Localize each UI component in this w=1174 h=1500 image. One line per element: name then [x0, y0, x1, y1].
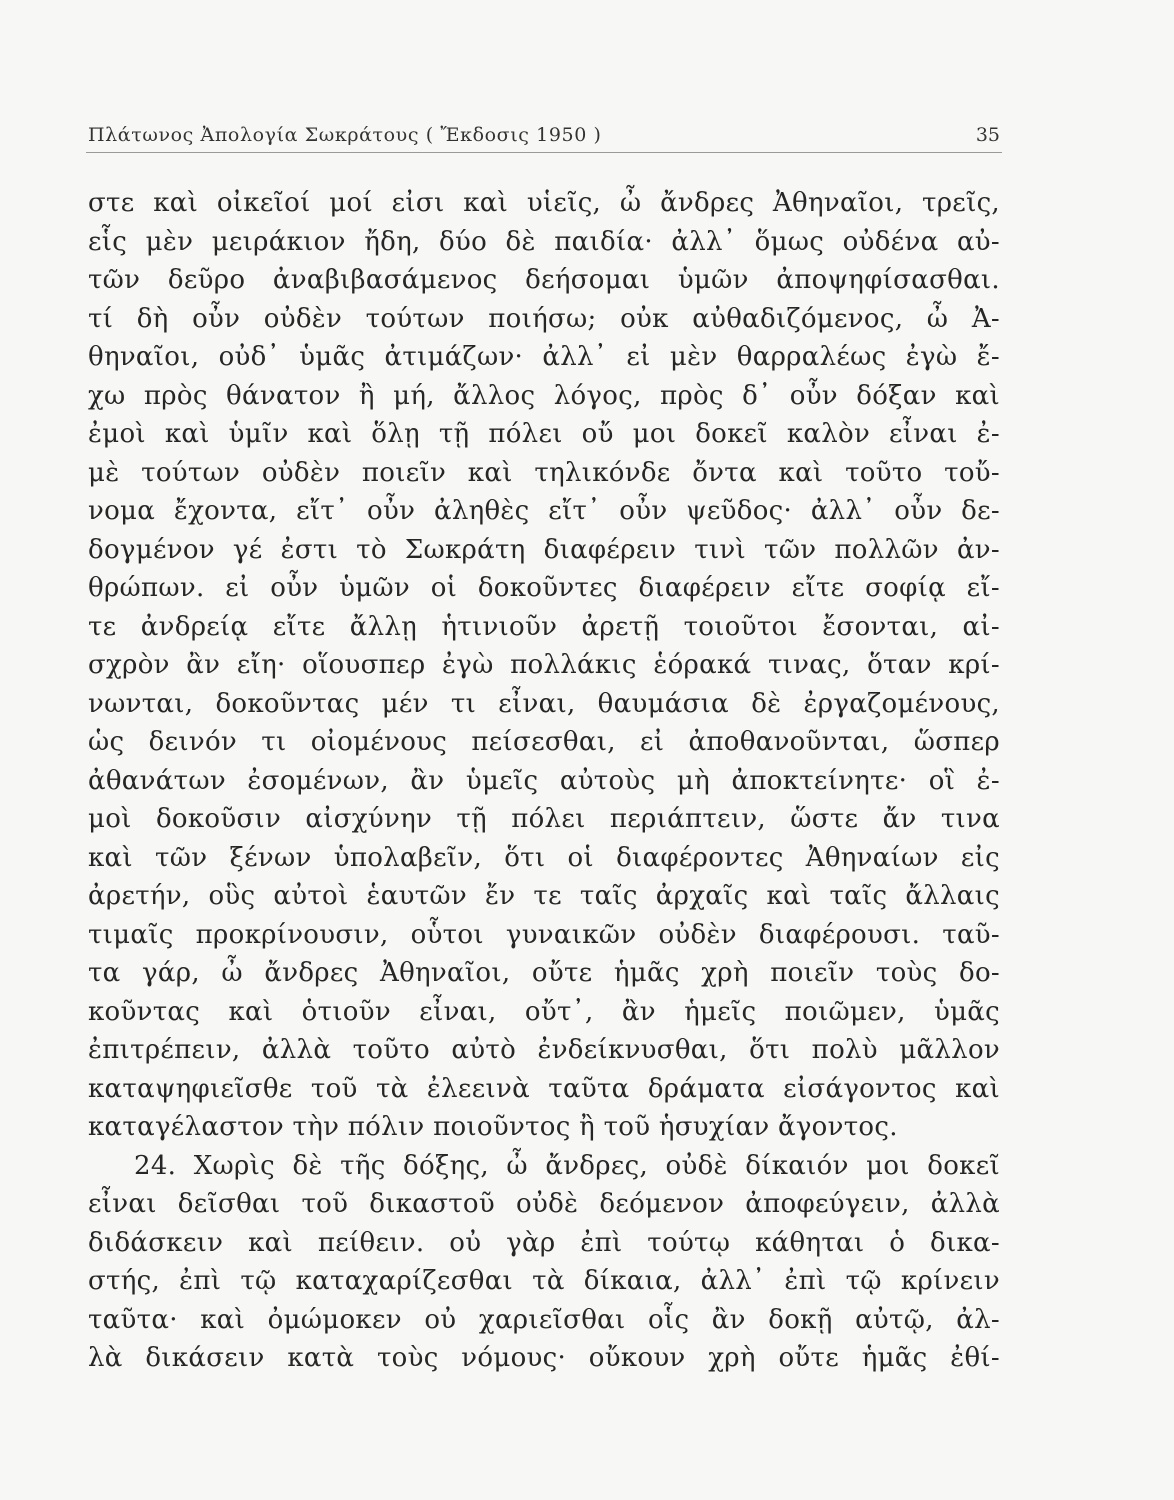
page-number: 35 — [975, 124, 1000, 146]
text-line: τε ἀνδρείᾳ εἴτε ἄλλῃ ἡτινιοῦν ἀρετῇ τοιοῦτοι ἔσονται, αἰ- — [88, 611, 1000, 642]
paragraph-24-first-line: 24. Χωρὶς δὲ τῆς δόξης, ὦ ἄνδρες, οὐδὲ δίκαιόν μοι δοκεῖ — [134, 1150, 1000, 1181]
text-line: τί δὴ οὖν οὐδὲν τούτων ποιήσω; οὐκ αὐθαδιζόμενος, ὦ Ἀ- — [88, 303, 1000, 334]
text-line: θρώπων. εἰ οὖν ὑμῶν οἱ δοκοῦντες διαφέρειν εἴτε σοφίᾳ εἴ- — [88, 573, 1000, 603]
text-line: ὡς δεινόν τι οἰομένους πείσεσθαι, εἰ ἀποθανοῦνται, ὥσπερ — [88, 727, 1000, 757]
text-line: νομα ἔχοντα, εἴτ᾽ οὖν ἀληθὲς εἴτ᾽ οὖν ψεῦδος· ἀλλ᾽ οὖν δε- — [88, 496, 1000, 526]
running-header — [88, 124, 1000, 154]
body-text — [88, 184, 1000, 1378]
text-line: ταῦτα· καὶ ὀμώμοκεν οὐ χαριεῖσθαι οἷς ἂν δοκῇ αὐτῷ, ἀλ- — [88, 1304, 1000, 1335]
text-line: εἷς μὲν μειράκιον ἤδη, δύο δὲ παιδία· ἀλλ᾽ ὅμως οὐδένα αὐ- — [88, 226, 1000, 257]
text-line: κοῦντας καὶ ὁτιοῦν εἶναι, οὔτ᾽, ἂν ἡμεῖς ποιῶμεν, ὑμᾶς — [88, 996, 1000, 1027]
text-line: ἀρετήν, οὓς αὐτοὶ ἑαυτῶν ἔν τε ταῖς ἀρχαῖς καὶ ταῖς ἄλλαις — [88, 881, 1000, 911]
text-line: τα γάρ, ὦ ἄνδρες Ἀθηναῖοι, οὔτε ἡμᾶς χρὴ ποιεῖν τοὺς δο- — [88, 958, 1000, 988]
text-line: σχρὸν ἂν εἴη· οἵουσπερ ἐγὼ πολλάκις ἑόρακά τινας, ὅταν κρί- — [88, 650, 1000, 680]
text-line: καταψηφιεῖσθε τοῦ τὰ ἐλεεινὰ ταῦτα δράματα εἰσάγοντος καὶ — [88, 1073, 1000, 1104]
header-rule — [86, 152, 1002, 153]
text-line: στε καὶ οἰκεῖοί μοί εἰσι καὶ υἱεῖς, ὦ ἄνδρες Ἀθηναῖοι, τρεῖς, — [88, 188, 1000, 218]
text-line: ἐμοὶ καὶ ὑμῖν καὶ ὅλῃ τῇ πόλει οὔ μοι δοκεῖ καλὸν εἶναι ἐ- — [88, 419, 1000, 449]
paragraph-end-line: καταγέλαστον τὴν πόλιν ποιοῦντος ἢ τοῦ ἡσυχίαν ἄγοντος. — [88, 1112, 898, 1142]
text-line: τῶν δεῦρο ἀναβιβασάμενος δεήσομαι ὑμῶν ἀποψηφίσασθαι. — [88, 265, 1000, 295]
text-line: ἐπιτρέπειν, ἀλλὰ τοῦτο αὐτὸ ἐνδείκνυσθαι, ὅτι πολὺ μᾶλλον — [88, 1035, 1000, 1065]
text-line: δογμένον γέ ἐστι τὸ Σωκράτη διαφέρειν τινὶ τῶν πολλῶν ἀν- — [88, 534, 1000, 565]
text-line: μοὶ δοκοῦσιν αἰσχύνην τῇ πόλει περιάπτειν, ὥστε ἄν τινα — [88, 804, 1000, 834]
text-line: μὲ τούτων οὐδὲν ποιεῖν καὶ τηλικόνδε ὄντα καὶ τοῦτο τοὔ- — [88, 457, 1000, 488]
text-line: εἶναι δεῖσθαι τοῦ δικαστοῦ οὐδὲ δεόμενον ἀποφεύγειν, ἀλλὰ — [88, 1189, 1000, 1219]
running-head-title: Πλάτωνος Ἀπολογία Σωκράτους ( Ἔκδοσις 1950 ) — [88, 124, 602, 146]
text-line: στής, ἐπὶ τῷ καταχαρίζεσθαι τὰ δίκαια, ἀλλ᾽ ἐπὶ τῷ κρίνειν — [88, 1266, 1000, 1296]
text-line: ἀθανάτων ἐσομένων, ἂν ὑμεῖς αὐτοὺς μὴ ἀποκτείνητε· οἳ ἐ- — [88, 765, 1000, 796]
text-line: τιμαῖς προκρίνουσιν, οὗτοι γυναικῶν οὐδὲν διαφέρουσι. ταῦ- — [88, 919, 1000, 950]
text-line: διδάσκειν καὶ πείθειν. οὐ γὰρ ἐπὶ τούτῳ κάθηται ὁ δικα- — [88, 1227, 1000, 1258]
text-line: νωνται, δοκοῦντας μέν τι εἶναι, θαυμάσια δὲ ἐργαζομένους, — [88, 688, 1000, 719]
text-line: καὶ τῶν ξένων ὑπολαβεῖν, ὅτι οἱ διαφέροντες Ἀθηναίων εἰς — [88, 842, 1000, 873]
text-line: λὰ δικάσειν κατὰ τοὺς νόμους· οὔκουν χρὴ οὔτε ἡμᾶς ἐθί- — [88, 1343, 1000, 1373]
text-line: χω πρὸς θάνατον ἢ μή, ἄλλος λόγος, πρὸς δ᾽ οὖν δόξαν καὶ — [88, 380, 1000, 411]
text-line: θηναῖοι, οὐδ᾽ ὑμᾶς ἀτιμάζων· ἀλλ᾽ εἰ μὲν θαρραλέως ἐγὼ ἔ- — [88, 342, 1000, 372]
